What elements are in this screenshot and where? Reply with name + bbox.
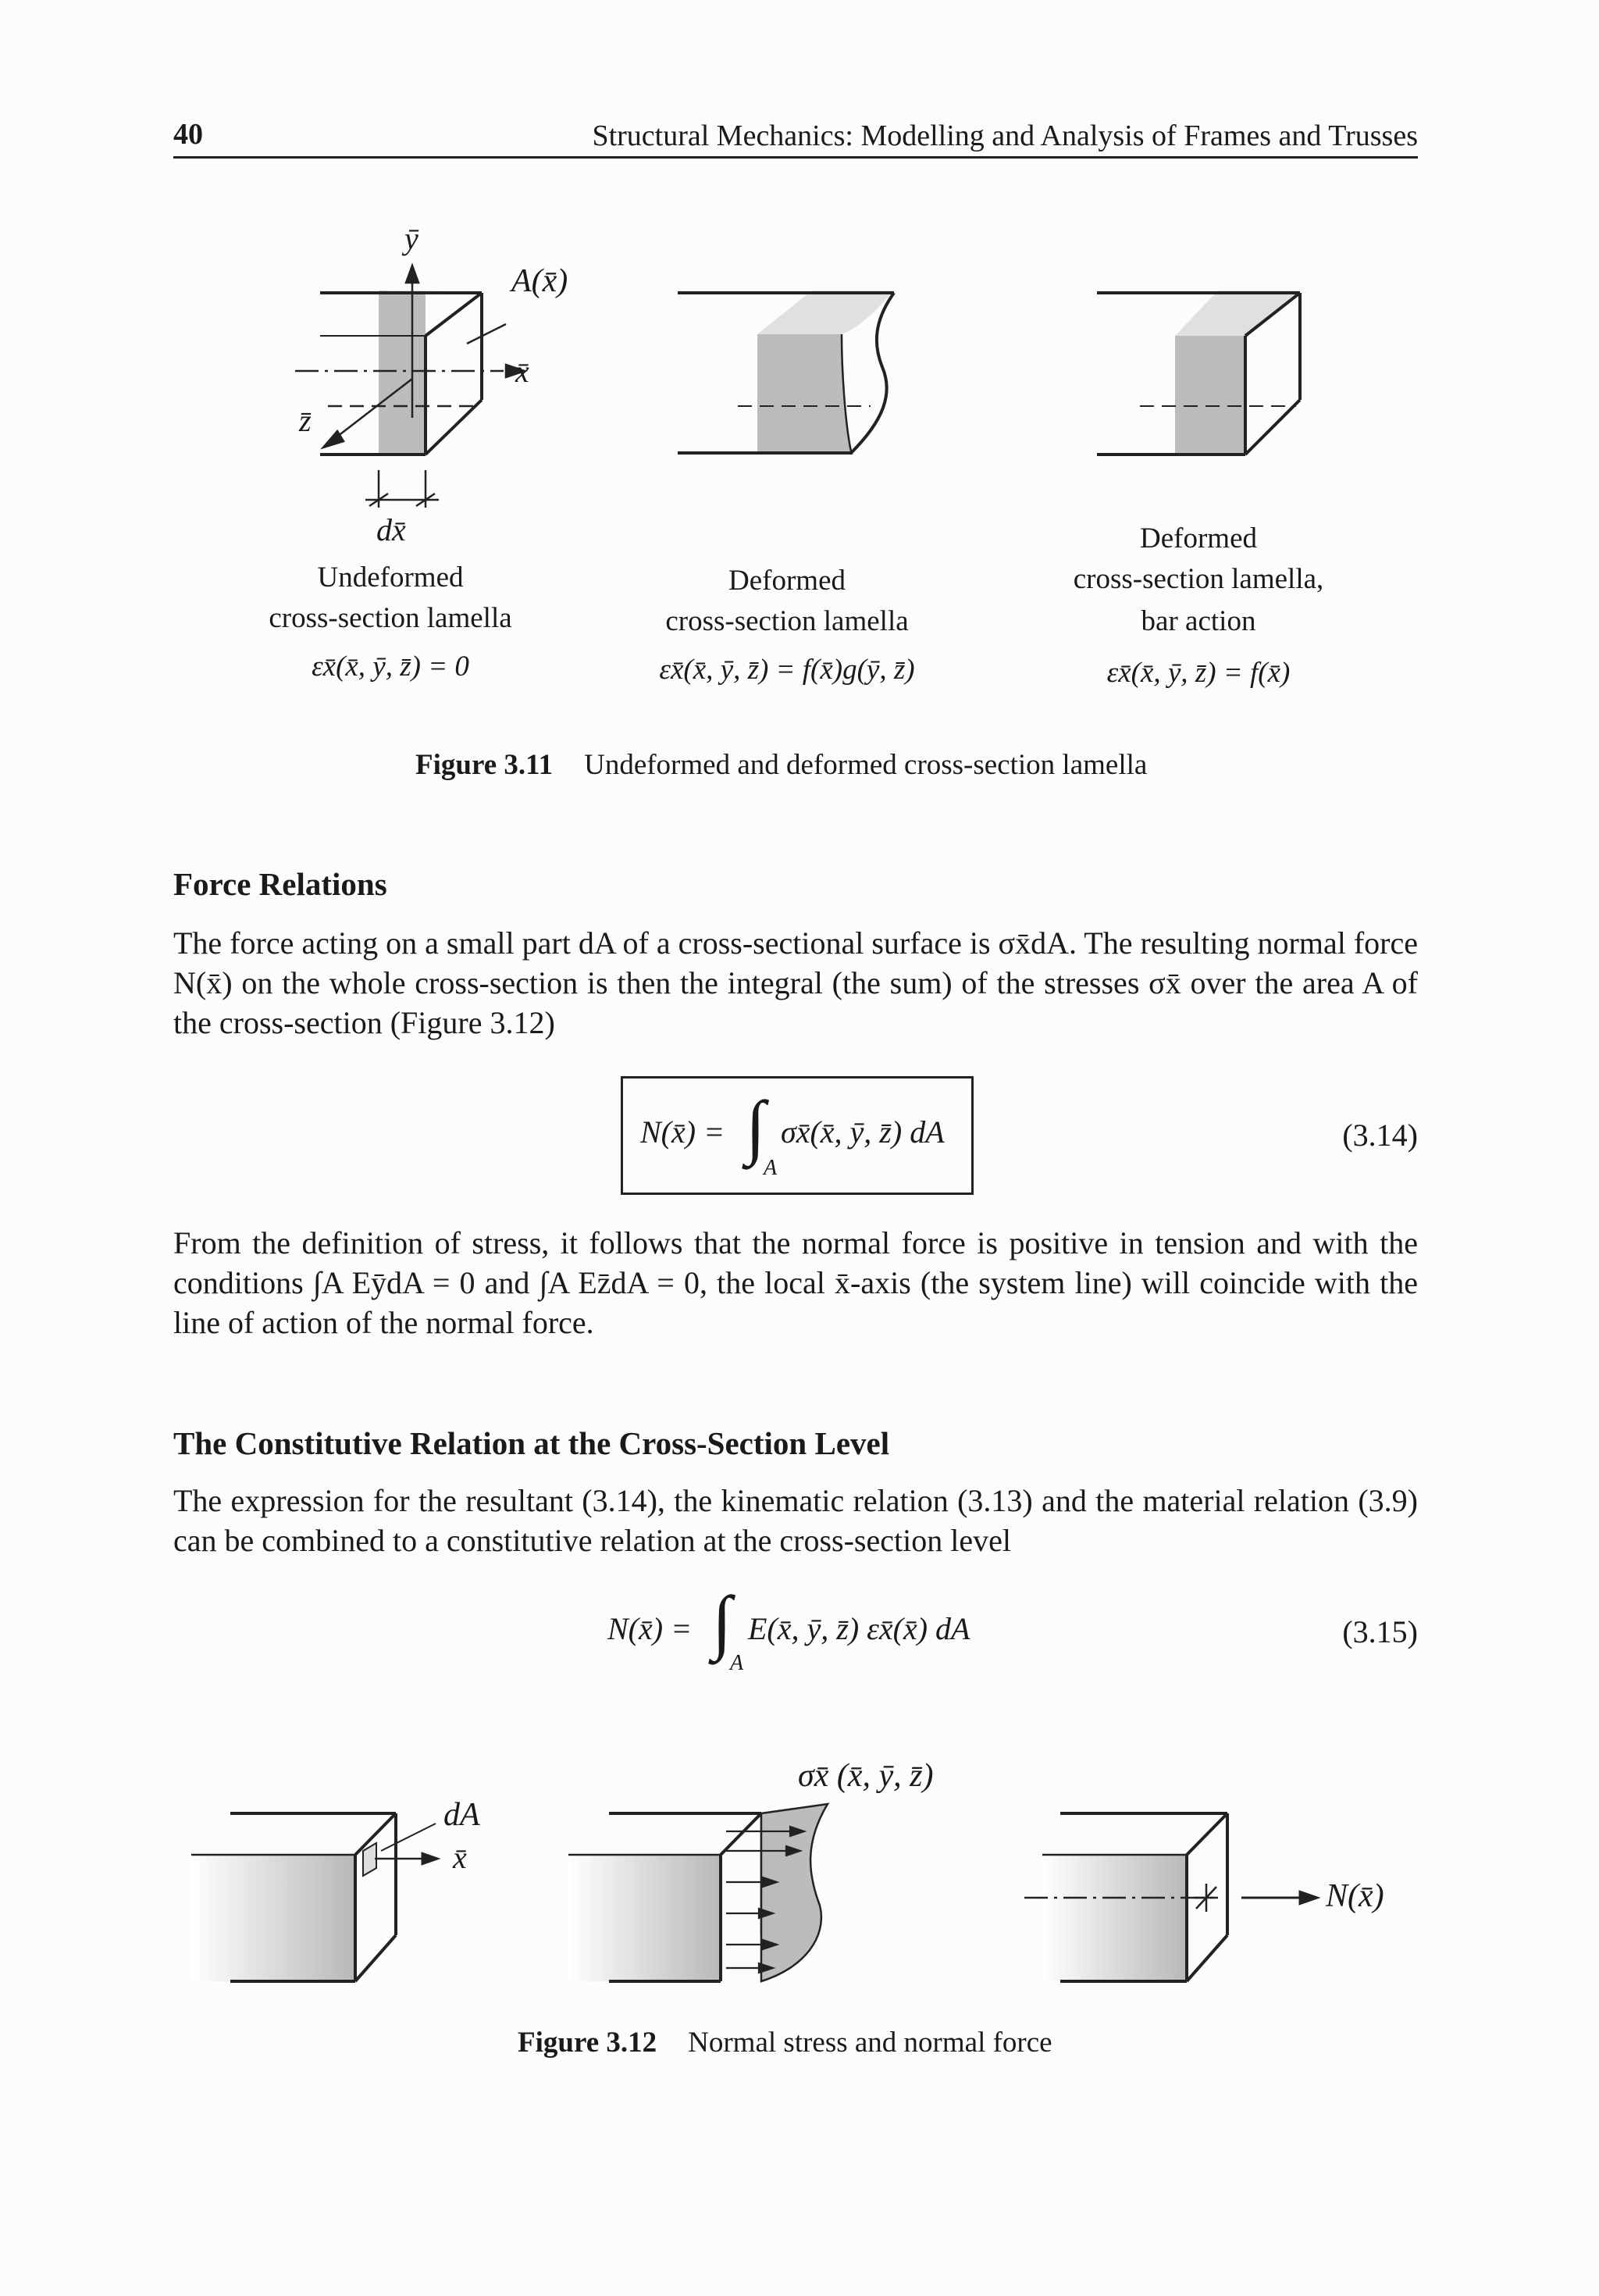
equation-3-15-limit: A	[730, 1651, 744, 1675]
heading-force-relations: Force Relations	[173, 866, 387, 902]
panel3-lamella	[1097, 291, 1300, 455]
equation-3-14-integrand: σx̄(x̄, ȳ, z̄) dA	[781, 1114, 945, 1150]
panel3-caption-line2: cross-section lamella,	[1073, 563, 1324, 595]
paragraph-force-relations: The force acting on a small part dA of a cross-sectional surface is σx̄dA. The resulting normal force N(x̄) on the whole cross-section is then the integral (the sum) of the stresses σx̄ over the area A of the cross-section (Figure 3.12)	[173, 925, 1418, 1040]
integral-sign-3-14: ∫	[746, 1086, 766, 1166]
panel1-caption-line1: Undeformed	[317, 562, 464, 594]
equation-3-14-lhs: N(x̄) =	[640, 1114, 725, 1150]
heading-constitutive-relation: The Constitutive Relation at the Cross-Section Level	[173, 1425, 890, 1461]
label-x-bar: x̄	[453, 1840, 467, 1875]
integral-sign-3-15: ∫	[712, 1581, 732, 1661]
equation-3-15-integrand: E(x̄, ȳ, z̄) εx̄(x̄) dA	[748, 1611, 970, 1646]
header-rule	[173, 156, 1418, 159]
paragraph-constitutive-relation: The expression for the resultant (3.14), the kinematic relation (3.13) and the material relation (3.9) can be combined to a constitutive relation at the cross-section level	[173, 1483, 1418, 1558]
figure-3-12-text: Normal stress and normal force	[688, 2027, 1052, 2059]
panel2-lamella	[678, 291, 894, 453]
dx-label: dx̄	[376, 512, 406, 547]
panel1-caption-line2: cross-section lamella	[269, 602, 512, 634]
paragraph-normal-force: From the definition of stress, it follows that the normal force is positive in tension and with the conditions ∫A EȳdA = 0 and ∫A Ez̄dA = 0, the local x̄-axis (the system line) will coincide with the line of action of the normal force.	[173, 1225, 1418, 1340]
panel2-caption-line2: cross-section lamella	[665, 605, 909, 637]
equation-number-3-15: (3.15)	[1342, 1614, 1418, 1649]
label-dA: dA	[443, 1797, 480, 1833]
panel1-formula: εx̄(x̄, ȳ, z̄) = 0	[312, 651, 469, 683]
panel-dA	[191, 1813, 440, 1981]
figure-3-12-label: Figure 3.12	[518, 2027, 657, 2059]
label-sigma: σx̄ (x̄, ȳ, z̄)	[798, 1758, 934, 1794]
panel3-caption-line3: bar action	[1141, 605, 1256, 637]
figure-3-12-caption	[518, 2026, 1052, 2059]
equation-3-15-lhs: N(x̄) =	[607, 1611, 693, 1646]
page-number: 40	[173, 118, 203, 151]
figure-3-11-label: Figure 3.11	[415, 749, 554, 781]
panel3-formula: εx̄(x̄, ȳ, z̄) = f(x̄)	[1106, 657, 1291, 689]
panel-stress	[568, 1804, 828, 1981]
equation-3-14-limit: A	[764, 1156, 778, 1180]
axis-z-label: z̄	[299, 403, 312, 438]
panel3-caption-line1: Deformed	[1140, 522, 1257, 554]
axis-y-label: ȳ	[404, 221, 418, 256]
area-label: A(x̄)	[511, 263, 568, 299]
panel2-formula: εx̄(x̄, ȳ, z̄) = f(x̄)g(ȳ, z̄)	[659, 654, 915, 686]
figure-3-11-caption	[415, 748, 1147, 782]
panel-normal-force	[1024, 1813, 1319, 1981]
panel2-caption-line1: Deformed	[728, 565, 846, 597]
figure-3-11-text: Undeformed and deformed cross-section lamella	[584, 749, 1148, 781]
axis-x-label: x̄	[515, 354, 529, 389]
running-title: Structural Mechanics: Modelling and Analysis of Frames and Trusses	[592, 119, 1418, 152]
equation-number-3-14: (3.14)	[1342, 1118, 1418, 1153]
label-N: N(x̄)	[1326, 1878, 1384, 1914]
